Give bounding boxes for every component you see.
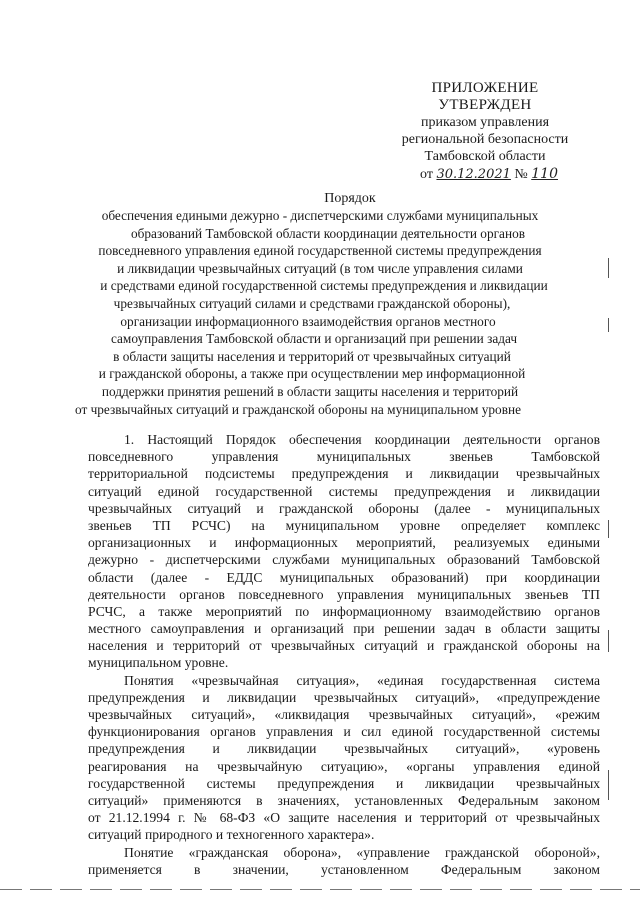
body-line: ситуаций единой государственной системы предупреждения и ликвидации	[88, 483, 600, 499]
body-line: РСЧС, а также мероприятий по информационному взаимодействию органов	[88, 603, 600, 619]
body-line: чрезвычайных ситуаций и гражданской обороны (далее - муниципальных	[88, 500, 600, 516]
title-word: Порядок	[324, 191, 376, 206]
body-line: применяется в значении, установленном Федеральным законом	[88, 861, 600, 877]
body-line: Понятия «чрезвычайная ситуация», «единая государственная система	[124, 672, 600, 688]
scan-edge-mark	[608, 520, 609, 538]
appendix-label: ПРИЛОЖЕНИЕ	[431, 80, 539, 96]
body-line: Понятие «гражданская оборона», «управление гражданской обороной»,	[124, 844, 600, 860]
body-line: от 21.12.1994 г. № 68-ФЗ «О защите населения и территорий от чрезвычайных	[88, 810, 600, 826]
body-line: области (далее - ЕДДС муниципальных образований) при координации	[88, 569, 600, 585]
body-line: ситуаций» применяются в значениях, установленных Федеральным законом	[88, 792, 600, 808]
body-line: деятельности органов повседневного управления муниципальных звеньев ТП	[88, 586, 600, 602]
document-title	[74, 190, 610, 418]
handwritten-date: 30.12.2021	[436, 167, 511, 182]
handwritten-number: 110	[531, 166, 558, 182]
body-line: повседневного управления муниципальных звеньев Тамбовской	[88, 449, 600, 465]
body-line: местного самоуправления и организаций при решении задач в области защиты	[88, 621, 600, 637]
approval-line: Тамбовской области	[424, 149, 546, 164]
body-line: муниципальном уровне.	[88, 655, 229, 671]
scan-edge-mark	[608, 258, 609, 278]
body-line: дежурно - диспетчерскими службами муниципальных образований Тамбовской	[88, 552, 600, 568]
body-line: государственной системы предупреждения и ликвидации чрезвычайных	[88, 775, 600, 791]
title-line: самоуправления Тамбовской области и организаций при решении задач	[110, 331, 518, 347]
approval-block	[360, 80, 610, 184]
title-line: чрезвычайных ситуаций силами и средствами гражданской обороны),	[113, 295, 511, 311]
approval-date-line	[364, 165, 614, 184]
title-line: повседневного управления единой государственной системы предупреждения	[98, 243, 542, 259]
body-line: организационных и информационных мероприятий, реализуемых едиными	[88, 535, 600, 551]
approval-line: приказом управления	[420, 115, 550, 130]
body-line: звеньев ТП РСЧС) на муниципальном уровне определяет комплекс	[88, 517, 600, 533]
scan-edge-mark	[608, 318, 609, 332]
title-line: поддержки принятия решений в области защиты населения и территорий	[101, 383, 519, 399]
title-line: в области защиты населения и территорий от чрезвычайных ситуаций	[113, 348, 511, 364]
number-sign: №	[514, 167, 528, 182]
scan-edge-mark	[608, 770, 609, 800]
title-line: и ликвидации чрезвычайных ситуаций (в том числе управления силами	[117, 260, 523, 276]
scan-bottom-line	[0, 889, 640, 890]
date-prefix: от	[420, 167, 433, 182]
body-line: населения и территорий от чрезвычайных ситуаций и гражданской обороны на	[88, 638, 600, 654]
body-line: территориальной подсистемы предупреждения и ликвидации чрезвычайных	[88, 466, 600, 482]
body-line: 1. Настоящий Порядок обеспечения координации деятельности органов	[124, 432, 600, 447]
approved-label: УТВЕРЖДЕН	[438, 97, 532, 113]
title-line: и гражданской обороны, а также при осуществлении мер информационной	[98, 366, 526, 382]
body-line: чрезвычайных ситуаций», «ликвидация чрезвычайных ситуаций», «режим	[88, 707, 600, 722]
document-body	[88, 431, 600, 878]
body-line: функционирования органов управления и сил единой государственной системы	[88, 724, 600, 740]
body-line: предупреждения и ликвидации чрезвычайных ситуаций», «уровень	[88, 741, 600, 757]
title-line: образований Тамбовской области координации деятельности органов	[131, 225, 525, 241]
body-line: предупреждения и ликвидации чрезвычайных ситуаций», «предупреждение	[88, 689, 600, 705]
title-line: обеспечения едиными дежурно - диспетчерскими службами муниципальных	[101, 208, 539, 223]
body-line: ситуаций природного и техногенного характера».	[88, 827, 375, 843]
title-line: и средствами единой государственной системы предупреждения и ликвидации	[100, 278, 548, 294]
body-line: реагирования на чрезвычайную ситуацию», «органы управления единой	[88, 758, 600, 774]
approval-line: региональной безопасности	[401, 132, 569, 147]
title-line: организации информационного взаимодействия органов местного	[120, 313, 496, 329]
title-line: от чрезвычайных ситуаций и гражданской обороны на муниципальном уровне	[74, 401, 522, 417]
scan-edge-mark	[608, 630, 609, 652]
